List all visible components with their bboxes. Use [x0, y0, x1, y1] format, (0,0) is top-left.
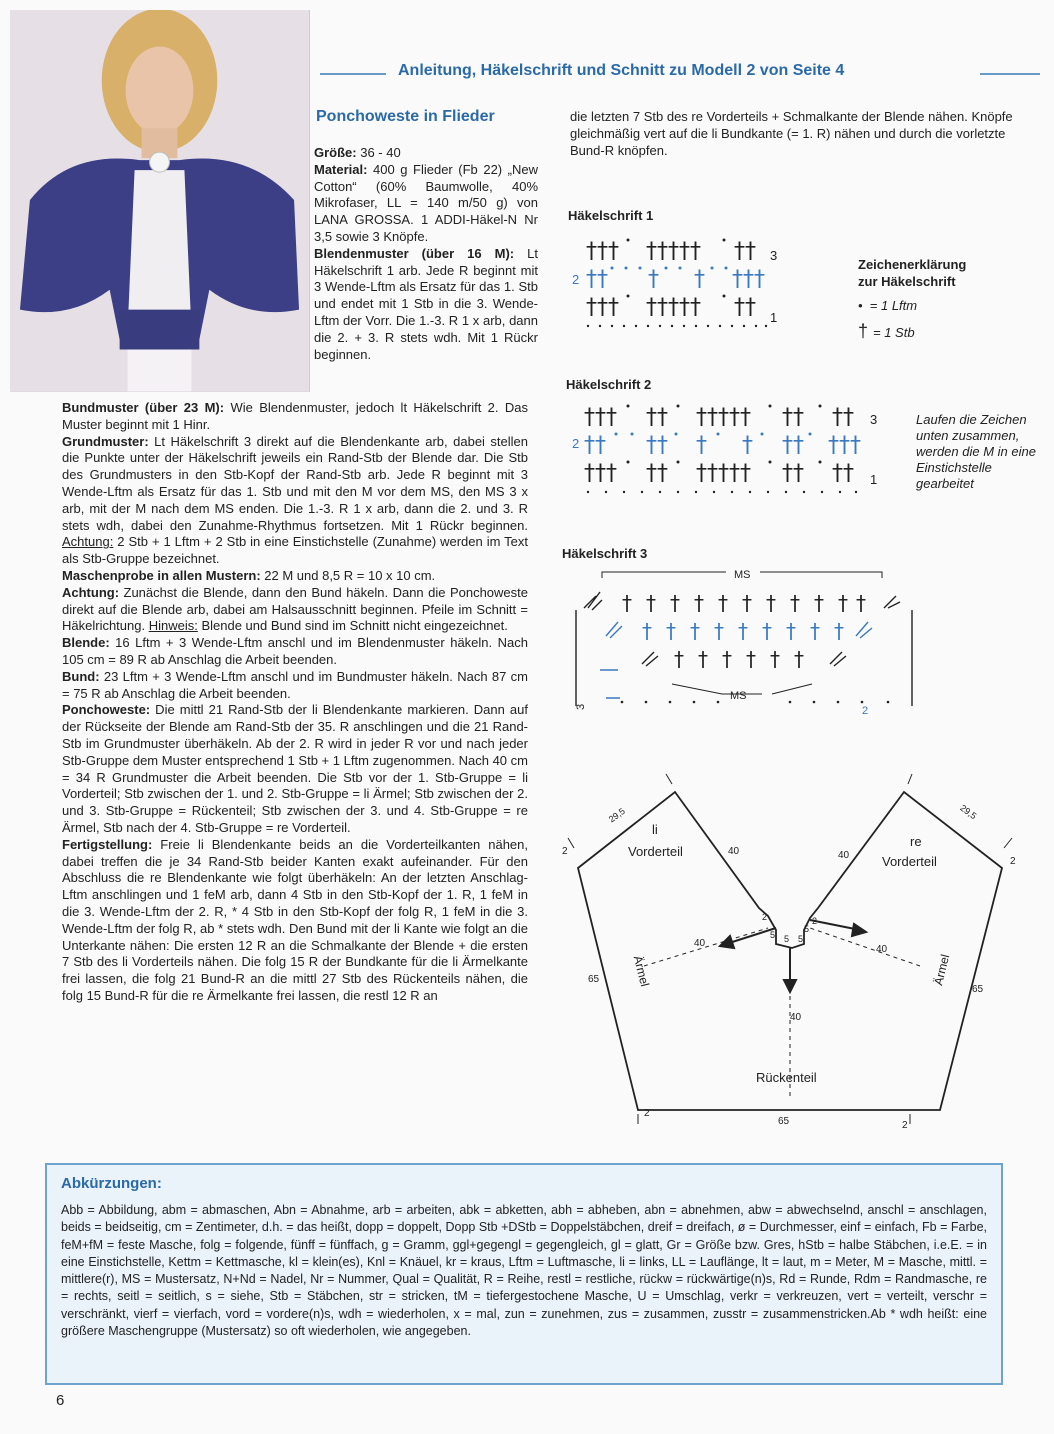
svg-text:††: ††	[586, 267, 608, 292]
row-label-3: 3	[770, 248, 778, 263]
svg-text:†: †	[856, 591, 866, 615]
svg-text:†: †	[766, 591, 776, 615]
fertig-label: Fertigstellung:	[62, 836, 153, 852]
model-photo	[10, 10, 310, 392]
achtung-text-b: Blende und Bund sind im Schnitt nicht eingezeichnet.	[197, 618, 508, 634]
svg-text:††: ††	[782, 433, 804, 458]
measure-2-c: 2	[762, 912, 768, 922]
bund2-text: 23 Lftm + 3 Wende-Lftm anschl und im Bundmuster häkeln. Nach 87 cm = 75 R ab Anschlag die Arbeit beenden.	[62, 668, 528, 701]
svg-text:†: †	[722, 647, 732, 671]
poncho-label: Ponchoweste:	[62, 702, 151, 718]
svg-text:††: ††	[646, 461, 668, 486]
label-li: li	[652, 822, 658, 837]
svg-text:††: ††	[782, 405, 804, 430]
measure-29-left: 29,5	[606, 805, 627, 825]
measure-65-right: 65	[972, 984, 984, 995]
achtung-paragraph	[62, 585, 528, 635]
grund-text-a: Lt Häkelschrift 3 direkt auf die Blendenkante arb, dabei stellen die Punkte unter der Häkelschrift jeweils ein Rand-Stb der Blende dar. Die Stb des Grundmusters in den Stb-Kopf der Rand-Stb arb. Jede R beginnt mit 3 Wende-Lftm als Ersatz für das 1. Stb und mit den M vor dem MS, den MS 3 x arb, mit der M nach dem MS enden. Die 1.-3. R 1 x arb, dann die 2. und 3. R stets wdh, dabei den Zunahme-Rhythmus fortsetzen. Mit 1 Rückr beginnen.	[62, 433, 528, 533]
blende-paragraph	[62, 635, 528, 669]
measure-40-d: 40	[876, 944, 888, 955]
legend-dot-text: = 1 Lftm	[869, 298, 918, 313]
measure-40-e: 40	[790, 1012, 802, 1023]
probe-paragraph	[62, 568, 528, 585]
poncho-paragraph	[62, 702, 528, 836]
svg-text:†: †	[770, 647, 780, 671]
label-aermel-right: Ärmel	[931, 952, 953, 987]
measure-40-c: 40	[694, 938, 706, 949]
legend-heading-1: Zeichenerklärung	[858, 257, 967, 272]
svg-text:†: †	[622, 591, 632, 615]
instructions-continued: die letzten 7 Stb des re Vorderteils + Schmalkante der Blende nähen. Knöpfe gleichmäßig vert auf die li Bundkante (= 1. R) nähen und durch die vorletzte Bund-R knöpfen.	[570, 109, 1013, 158]
svg-text:†: †	[838, 591, 848, 615]
measure-2-d: 2	[812, 916, 818, 926]
svg-text:†: †	[718, 591, 728, 615]
bund2-label: Bund:	[62, 668, 100, 684]
row-label-2c: 2	[862, 705, 869, 716]
svg-text:†: †	[698, 647, 708, 671]
svg-text:†††††: †††††	[646, 295, 701, 320]
material-paragraph	[314, 162, 538, 246]
measure-65-bottom: 65	[778, 1116, 790, 1127]
svg-text:††: ††	[832, 405, 854, 430]
crochet-diagram-1	[566, 232, 806, 332]
abbreviations-box	[45, 1163, 1003, 1385]
page-number: 6	[56, 1392, 65, 1409]
svg-text:†††: †††	[586, 239, 619, 264]
article-title: Ponchoweste in Flieder	[316, 108, 495, 125]
ms-bottom-label: MS	[730, 690, 747, 702]
measure-65-left: 65	[588, 974, 600, 985]
diagram-1-title: Häkelschrift 1	[568, 208, 654, 223]
label-re-vorderteil: Vorderteil	[882, 854, 937, 869]
svg-text:†: †	[746, 647, 756, 671]
crochet-diagram-3	[562, 566, 922, 716]
label-aermel-left: Ärmel	[630, 954, 652, 988]
row-label-2b: 2	[572, 436, 580, 451]
row-label-1b: 1	[870, 472, 878, 487]
header-line-right	[980, 73, 1040, 75]
measure-29-right: 29,5	[958, 802, 979, 822]
svg-text:†: †	[834, 619, 844, 643]
grund-text-b: 2 Stb + 1 Lftm + 2 Stb in eine Einstichstelle (Zunahme) werden im Text als Stb-Gruppe bezeichnet.	[62, 534, 528, 567]
svg-text:†: †	[696, 433, 707, 458]
row-label-2: 2	[572, 272, 580, 287]
header-title: Anleitung, Häkelschrift und Schnitt zu Modell 2 von Seite 4	[398, 62, 845, 79]
svg-text:†††††: †††††	[646, 239, 701, 264]
measure-5-a: 5	[770, 930, 776, 940]
blenden-label: Blendenmuster (über 16 M):	[314, 245, 515, 261]
probe-label: Maschenprobe in allen Mustern:	[62, 567, 261, 583]
diagram-2-title: Häkelschrift 2	[566, 377, 652, 392]
measure-5-b: 5	[784, 934, 790, 944]
bund-label: Bundmuster (über 23 M):	[62, 400, 225, 415]
svg-text:†: †	[790, 591, 800, 615]
measure-2-b: 2	[1010, 856, 1016, 867]
crochet-diagram-2	[566, 398, 886, 498]
legend-row-stb	[858, 321, 1038, 342]
svg-text:†††: †††	[584, 405, 617, 430]
svg-text:†††: †††	[586, 295, 619, 320]
instructions-top	[314, 145, 538, 363]
svg-text:†: †	[714, 619, 724, 643]
svg-text:†: †	[666, 619, 676, 643]
fertig-paragraph	[62, 837, 528, 1005]
svg-text:†: †	[786, 619, 796, 643]
legend-heading-2: zur Häkelschrift	[858, 274, 956, 289]
diagram-3-title: Häkelschrift 3	[562, 546, 648, 561]
size-paragraph	[314, 145, 538, 162]
grund-paragraph	[62, 434, 528, 568]
svg-text:††: ††	[646, 433, 668, 458]
grund-achtung: Achtung:	[62, 534, 114, 550]
row-label-3b: 3	[870, 412, 878, 427]
instructions-main	[62, 400, 528, 1005]
svg-text:†: †	[794, 647, 804, 671]
svg-text:†: †	[648, 267, 659, 292]
fertig-text: Freie li Blendenkante beids an die Vorderteilkanten nähen, dabei treffen die je 34 Rand-Stb beider Kanten exakt aufeinander. Für den Abschluss die re Blendenkante wie folgt überhäkeln: An der letzten Anschlag-Lftm anschlingen und 1 feM arb, dann 4 Stb in den Stb-Kopf der 1. R, 1 feM in die 3. Wende-Lftm der 2. R, * 4 Stb in den Stb-Kopf der folg R, 1 feM in die 3. Wende-Lftm der folg R, ab * stets wdh. Den Bund mit der li Kante wie folgt an die Unterkante nähen: Die ersten 12 R an die Schmalkante der Blende + die ersten 7 Stb des li Vorderteils nähen. Die folg 15 R der Bundkante für die li Ärmelkante frei lassen, die folg 21 Bund-R an die mittl 27 Stb des Rückenteils nähen, die folg 15 Bund-R für die re Ärmelkante frei lassen, die restl 12 R an	[62, 836, 528, 1003]
blende-text: 16 Lftm + 3 Wende-Lftm anschl und im Blendenmuster häkeln. Nach 105 cm = 89 R ab Anschlag die Arbeit beenden.	[62, 635, 528, 667]
material-label: Material:	[314, 161, 368, 177]
svg-text:††: ††	[646, 405, 668, 430]
measure-40-a: 40	[728, 846, 740, 857]
double-crochet-icon: †	[858, 321, 874, 341]
size-label: Größe:	[314, 145, 357, 160]
model-photo-illustration	[10, 10, 309, 392]
svg-text:††: ††	[584, 433, 606, 458]
achtung-text-a: Zunächst die Blende, dann den Bund häkeln. Dann die Ponchoweste direkt auf die Blende arb, dabei am Halsausschnitt beginnen. Pfeile im Schnitt = Häkelrichtung.	[62, 584, 528, 634]
achtung-label: Achtung:	[62, 584, 120, 600]
row-label-1: 1	[770, 310, 778, 325]
bund-paragraph	[62, 400, 528, 434]
ms-top-label: MS	[734, 569, 751, 581]
svg-text:†: †	[814, 591, 824, 615]
blenden-text: Lt Häkelschrift 1 arb. Jede R beginnt mit 3 Wende-Lftm als Ersatz für das 1. Stb und endet mit 1 Stb in die 3. Wende-Lftm der Vorr. Die 1.-3. R 1 x arb, dann die 2. + 3. R stets wdh. Mit 1 Rückr beginnen.	[314, 245, 538, 362]
blenden-paragraph	[314, 246, 538, 364]
measure-5-d: 5	[804, 924, 810, 934]
label-li-vorderteil: Vorderteil	[628, 844, 683, 859]
svg-text:††: ††	[832, 461, 854, 486]
svg-text:†: †	[694, 267, 705, 292]
probe-text: 22 M und 8,5 R = 10 x 10 cm.	[260, 567, 436, 583]
measure-5-c: 5	[798, 934, 804, 944]
abbreviations-heading: Abkürzungen:	[61, 1175, 162, 1192]
svg-text:†††: †††	[732, 267, 765, 292]
pattern-schema	[548, 768, 1044, 1138]
measure-2-f: 2	[902, 1120, 908, 1131]
svg-text:††: ††	[734, 295, 756, 320]
bund-text: Wie Blendenmuster, jedoch lt Häkelschrift 2. Das Muster beginnt mit 1 Hinr.	[62, 400, 529, 432]
svg-text:††: ††	[734, 239, 756, 264]
svg-text:†: †	[742, 591, 752, 615]
diagram-note: Laufen die Zeichen unten zusammen, werden die M in eine Einstichstelle gearbeitet	[916, 412, 1036, 491]
achtung-hinweis: Hinweis:	[148, 618, 198, 634]
svg-text:†††††: †††††	[696, 405, 751, 430]
bund2-paragraph	[62, 669, 528, 703]
svg-text:†: †	[810, 619, 820, 643]
poncho-text: Die mittl 21 Rand-Stb der li Blendenkante markieren. Dann auf der Rückseite der Blende am Rand-Stb der 35. R anschlingen und die 21 Rand-Stb im Grundmuster überhäkeln. Ab der 2. R wird in jeder R vor und nach jeder Stb-Gruppe dem Muster entsprechend 1 Stb + 1 Lftm zugenommen. Nach 40 cm = 34 R Grundmuster die Arbeit beenden. Die Stb vor der 1. Stb-Gruppe = li Vorderteil; Stb zwischen der 1. und 2. Stb-Gruppe = li Ärmel; Stb zwischen der 2. und 3. Stb-Gruppe = Rückenteil; Stb zwischen der 3. und 4. Stb-Gruppe = re Ärmel, Stb nach der 4. Stb-Gruppe = re Vorderteil.	[62, 702, 528, 835]
grund-label: Grundmuster:	[62, 433, 149, 449]
svg-text:†: †	[738, 619, 748, 643]
header-line-left	[320, 73, 386, 75]
material-text: 400 g Flieder (Fb 22) „New Cotton“ (60% Baumwolle, 40% Mikrofaser, LL = 140 m/50 g) von LANA GROSSA. 1 ADDI-Häkel-N Nr 3,5 sowie 3 Knöpfe.	[314, 161, 538, 244]
svg-text:†: †	[646, 591, 656, 615]
label-rueckenteil: Rückenteil	[756, 1070, 817, 1085]
svg-text:†: †	[690, 619, 700, 643]
legend-stb-text: = 1 Stb	[873, 325, 915, 340]
blende-label: Blende:	[62, 635, 110, 651]
svg-text:†: †	[674, 647, 684, 671]
label-re: re	[910, 834, 922, 849]
svg-text:†: †	[642, 619, 652, 643]
measure-2-a: 2	[562, 846, 568, 857]
svg-text:†††: †††	[828, 433, 861, 458]
svg-text:†††: †††	[584, 461, 617, 486]
svg-text:†: †	[694, 591, 704, 615]
measure-2-e: 2	[644, 1108, 650, 1119]
svg-text:†: †	[742, 433, 753, 458]
svg-text:†††††: †††††	[696, 461, 751, 486]
measure-40-b: 40	[838, 850, 850, 861]
legend-row-dot	[858, 298, 1038, 313]
svg-text:††: ††	[782, 461, 804, 486]
svg-text:†: †	[670, 591, 680, 615]
legend	[858, 256, 1038, 342]
row-label-3c: 3	[575, 703, 587, 710]
size-text: 36 - 40	[356, 145, 401, 160]
chain-dot-icon: •	[858, 298, 870, 313]
svg-text:†: †	[762, 619, 772, 643]
abbreviations-text: Abb = Abbildung, abm = abmaschen, Abn = Abnahme, arb = arbeiten, abk = abketten, abh = abheben, abn = abnehmen, abw = abwechselnd, anschl = anschlagen, beids = beidseitig, cm = Zentimeter, d.h. = das heißt, dopp = doppelt, Dopp Stb +DStb = Doppelstäbchen, dreif = dreifach, ø = Durchmesser, einf = einfach, Fb = Farbe, feM+fM = feste Masche, folg = folgende, fünff = fünffach, g = Gramm, ggl+gegengl = gegengleich, gl = glatt, Gr = Größe bzw. Gres, hStb = halbe Stäbchen, i.e.E. = in eine Einstichstelle, Kettm = Kettmasche, kl = klein(es), Knl = Knäuel, kr = kraus, Lftm = Luftmasche, li = links, LL = Lauflänge, lt = laut, m = Meter, M = Masche, mittl. = mittlere(r), MS = Mustersatz, N+Nd = Nadel, Nr = Nummer, Qual = Qualität, R = Reihe, restl = restliche, rückw = rückwärtige(n)s, Rd = Runde, Rdm = Randmasche, re = rechts, seitl = seitlich, s = siehe, Stb = Stäbchen, str = stricken, tM = tiefergestochene Masche, U = Umschlag, verkr = verkreuzen, vert = verteilt, verschr = verschränkt, vierf = vierfach, vord = vordere(n)s, wdh = wiederholen, x = mal, zun = zunehmen, zus = zusammen, zusstr = zusammenstricken.Ab * wdh heißt: eine größere Maschengruppe (Mustersatz) so oft wiederholen, wie angegeben.	[61, 1203, 987, 1339]
page-header	[320, 62, 1040, 98]
